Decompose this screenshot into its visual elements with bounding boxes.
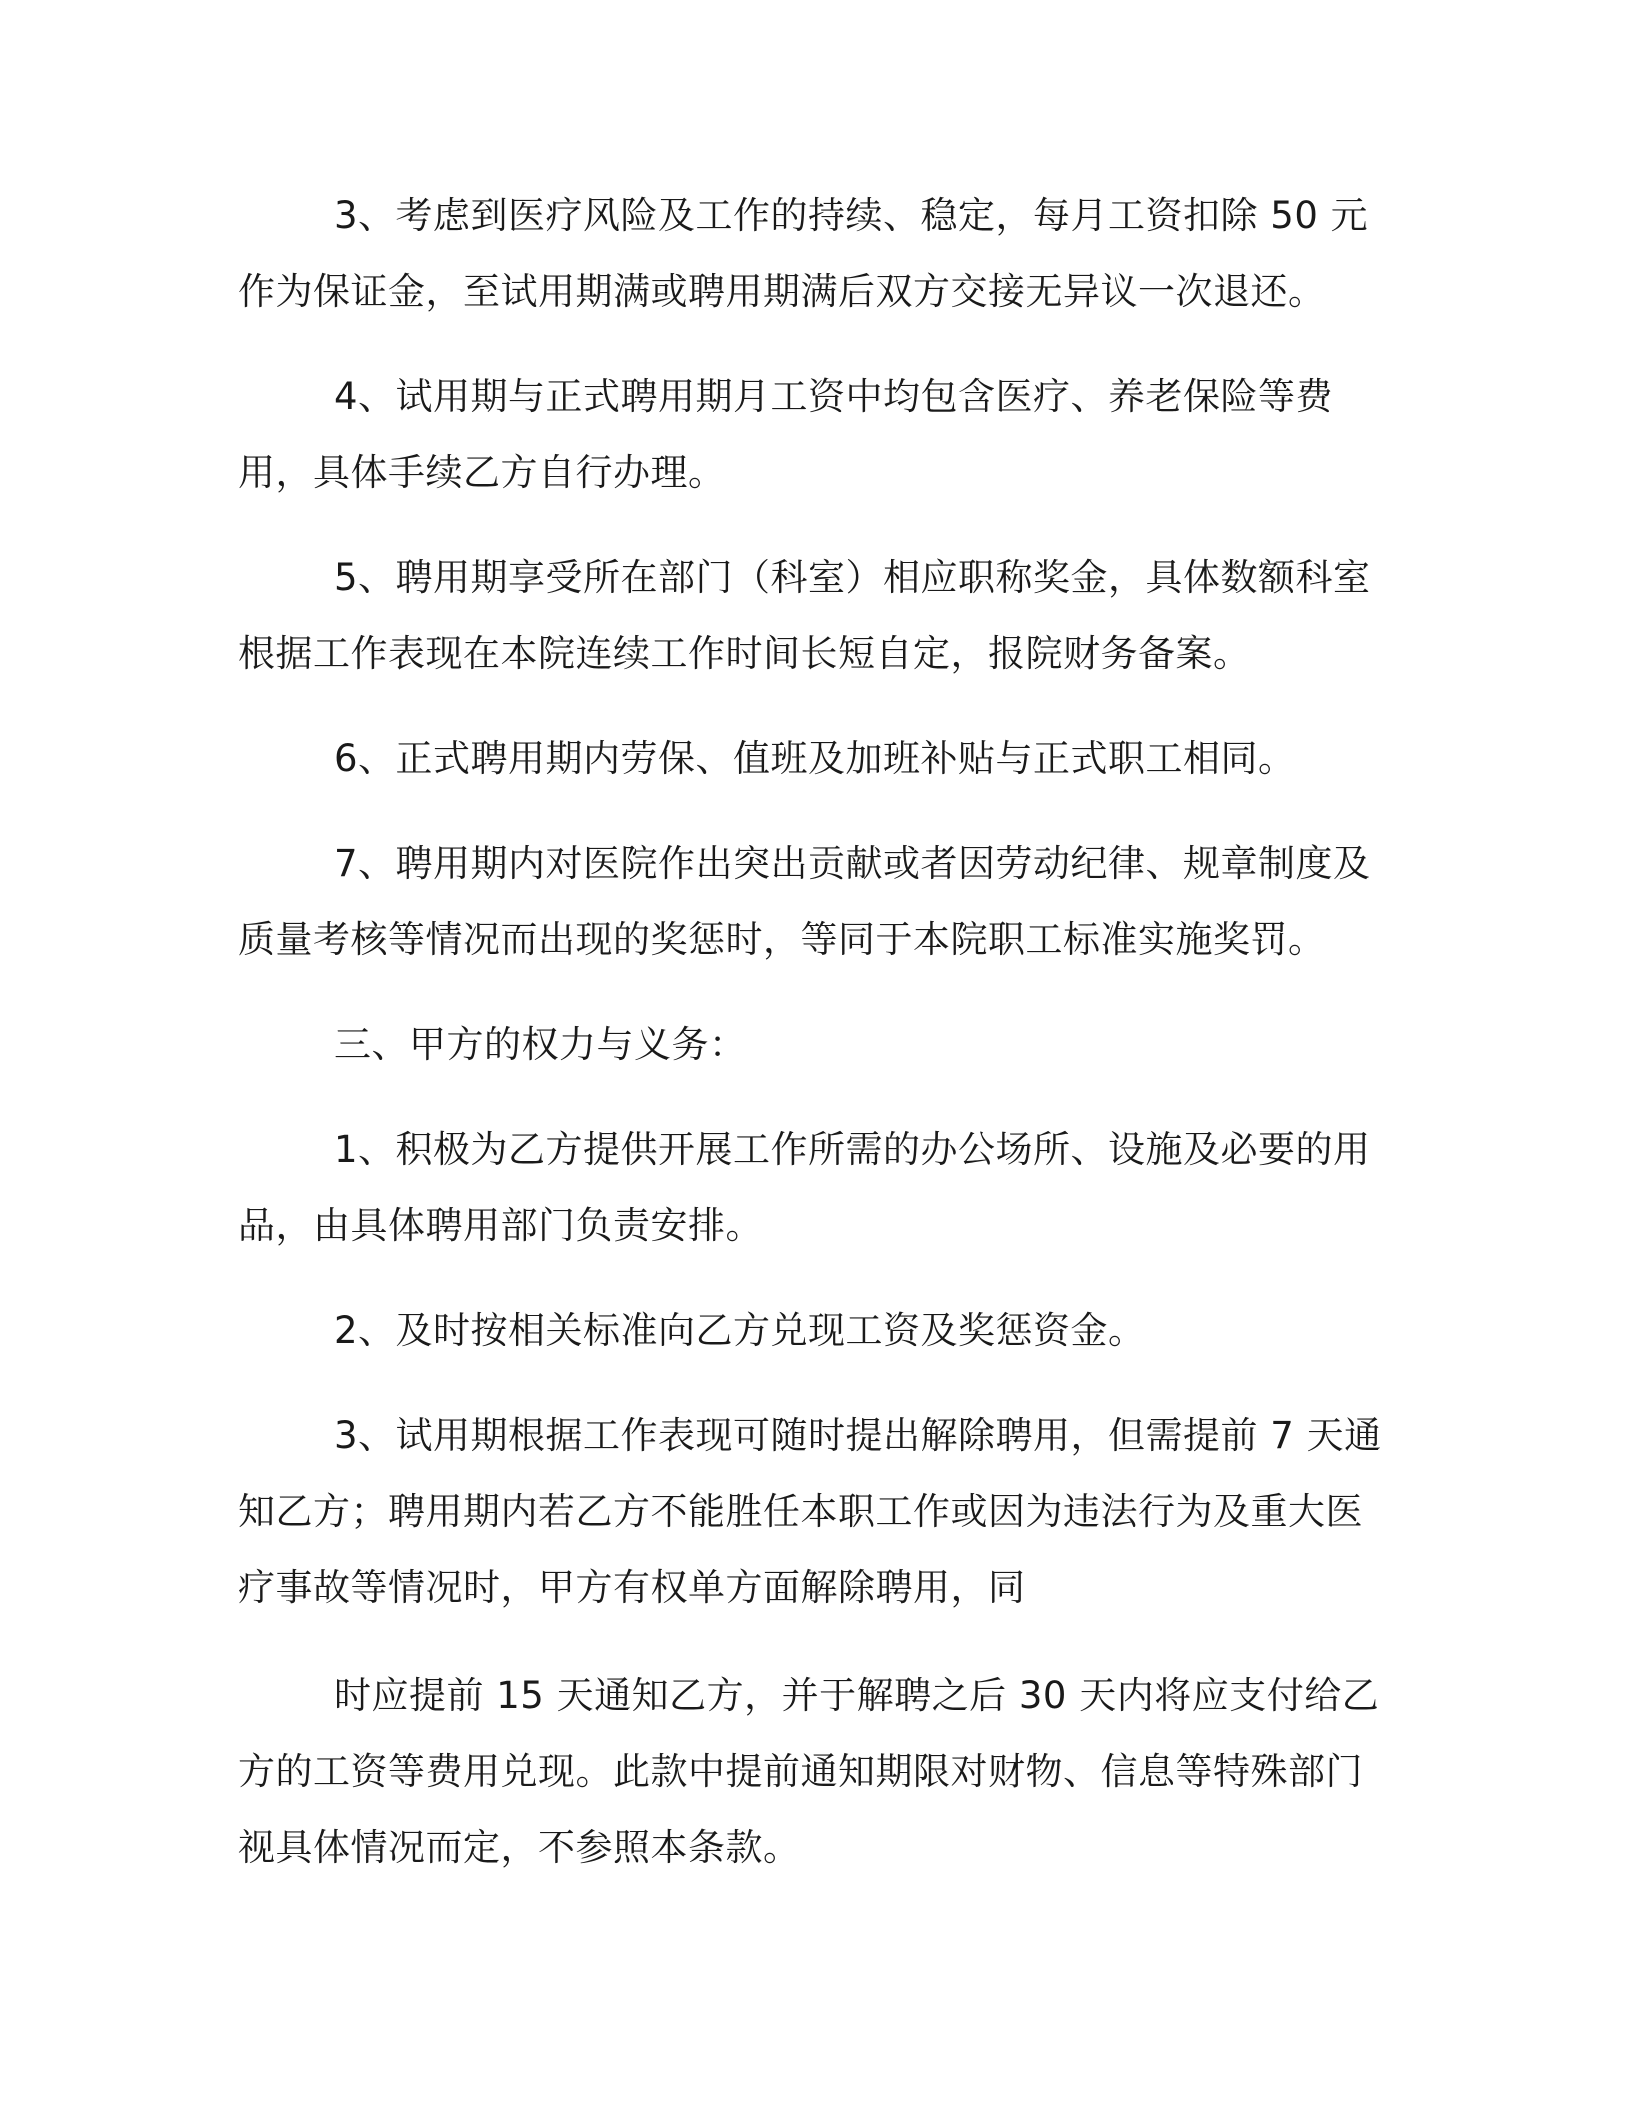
paragraph-party-a-item-3: 3、试用期根据工作表现可随时提出解除聘用，但需提前 7 天通知乙方；聘用期内若乙方不能胜任本职工作或因为违法行为及重大医疗事故等情况时，甲方有权单方面解除聘用，同	[238, 1414, 1382, 1609]
paragraph-item-5-bonus: 5、聘用期享受所在部门（科室）相应职称奖金，具体数额科室根据工作表现在本院连续工作时间长短自定，报院财务备案。	[238, 556, 1371, 675]
section-heading-party-a: 三、甲方的权力与义务：	[334, 1023, 747, 1066]
paragraph-item-6-subsidy: 6、正式聘用期内劳保、值班及加班补贴与正式职工相同。	[334, 737, 1296, 780]
paragraph-item-7-reward: 7、聘用期内对医院作出突出贡献或者因劳动纪律、规章制度及质量考核等情况而出现的奖惩时，等同于本院职工标准实施奖罚。	[238, 842, 1371, 961]
paragraph-item-4-insurance: 4、试用期与正式聘用期月工资中均包含医疗、养老保险等费用，具体手续乙方自行办理。	[238, 375, 1334, 494]
paragraph-party-a-item-3-continued: 时应提前 15 天通知乙方，并于解聘之后 30 天内将应支付给乙方的工资等费用兑现。此款中提前通知期限对财物、信息等特殊部门视具体情况而定，不参照本条款。	[238, 1674, 1380, 1869]
document-body	[238, 178, 1384, 1886]
paragraph-party-a-item-2: 2、及时按相关标准向乙方兑现工资及奖惩资金。	[334, 1309, 1146, 1352]
paragraph-party-a-item-1: 1、积极为乙方提供开展工作所需的办公场所、设施及必要的用品，由具体聘用部门负责安排。	[238, 1128, 1371, 1247]
paragraph-item-3-deposit: 3、考虑到医疗风险及工作的持续、稳定，每月工资扣除 50 元作为保证金，至试用期满或聘用期满后双方交接无异议一次退还。	[238, 194, 1369, 313]
